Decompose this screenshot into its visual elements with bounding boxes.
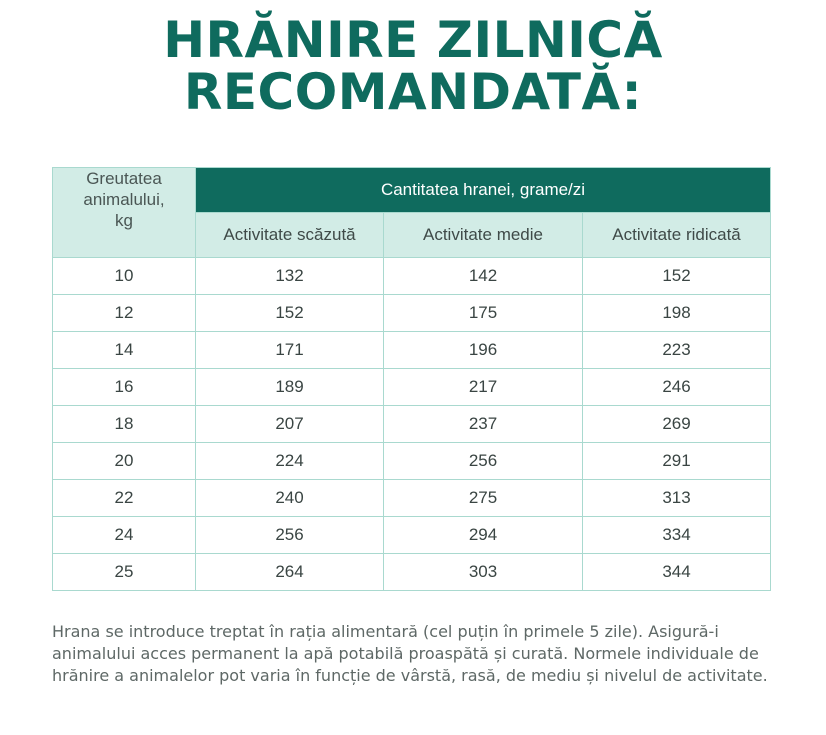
weight-cell: 12 xyxy=(53,295,196,332)
weight-cell: 22 xyxy=(53,480,196,517)
medium-activity-cell: 217 xyxy=(384,369,583,406)
table-row xyxy=(53,443,771,480)
high-activity-cell: 152 xyxy=(583,258,771,295)
table-row xyxy=(53,369,771,406)
table-row xyxy=(53,332,771,369)
medium-activity-cell: 237 xyxy=(384,406,583,443)
medium-activity-cell: 256 xyxy=(384,443,583,480)
weight-cell: 24 xyxy=(53,517,196,554)
weight-cell: 10 xyxy=(53,258,196,295)
weight-cell: 14 xyxy=(53,332,196,369)
footnote: Hrana se introduce treptat în rația alimentară (cel puțin în primele 5 zile). Asigură-i animalului acces permanent la apă potabilă proaspătă și curată. Normele individuale de hrănire a animalelor pot varia în funcție de vârstă, rasă, de mediu și nivelul de activitate. xyxy=(52,622,768,685)
title-line-2: RECOMANDATĂ: xyxy=(183,63,643,121)
high-activity-cell: 223 xyxy=(583,332,771,369)
table-row xyxy=(53,480,771,517)
weight-cell: 16 xyxy=(53,369,196,406)
page-title xyxy=(0,11,826,121)
table-row xyxy=(53,295,771,332)
quantity-header: Cantitatea hranei, grame/zi xyxy=(196,168,771,213)
medium-activity-cell: 196 xyxy=(384,332,583,369)
table-row xyxy=(53,554,771,591)
medium-activity-cell: 175 xyxy=(384,295,583,332)
medium-activity-cell: 303 xyxy=(384,554,583,591)
high-activity-cell: 344 xyxy=(583,554,771,591)
table-row xyxy=(53,258,771,295)
feeding-table xyxy=(52,167,771,591)
high-activity-cell: 269 xyxy=(583,406,771,443)
title-line-1: HRĂNIRE ZILNICĂ xyxy=(163,11,663,69)
low-activity-cell: 152 xyxy=(196,295,384,332)
high-activity-cell: 334 xyxy=(583,517,771,554)
medium-activity-cell: 294 xyxy=(384,517,583,554)
low-activity-cell: 224 xyxy=(196,443,384,480)
low-activity-cell: 171 xyxy=(196,332,384,369)
weight-cell: 25 xyxy=(53,554,196,591)
weight-header-line: animalului, xyxy=(83,190,165,209)
weight-header-line: kg xyxy=(115,211,133,230)
low-activity-cell: 132 xyxy=(196,258,384,295)
weight-header-line: Greutatea xyxy=(86,169,162,188)
weight-cell: 20 xyxy=(53,443,196,480)
low-activity-cell: 240 xyxy=(196,480,384,517)
high-activity-cell: 246 xyxy=(583,369,771,406)
high-activity-cell: 313 xyxy=(583,480,771,517)
low-activity-header: Activitate scăzută xyxy=(196,213,384,258)
low-activity-cell: 256 xyxy=(196,517,384,554)
table-row xyxy=(53,406,771,443)
low-activity-cell: 189 xyxy=(196,369,384,406)
medium-activity-header: Activitate medie xyxy=(384,213,583,258)
medium-activity-cell: 275 xyxy=(384,480,583,517)
high-activity-cell: 291 xyxy=(583,443,771,480)
table-row xyxy=(53,517,771,554)
low-activity-cell: 207 xyxy=(196,406,384,443)
high-activity-header: Activitate ridicată xyxy=(583,213,771,258)
weight-cell: 18 xyxy=(53,406,196,443)
high-activity-cell: 198 xyxy=(583,295,771,332)
medium-activity-cell: 142 xyxy=(384,258,583,295)
low-activity-cell: 264 xyxy=(196,554,384,591)
weight-column-header xyxy=(53,168,196,258)
